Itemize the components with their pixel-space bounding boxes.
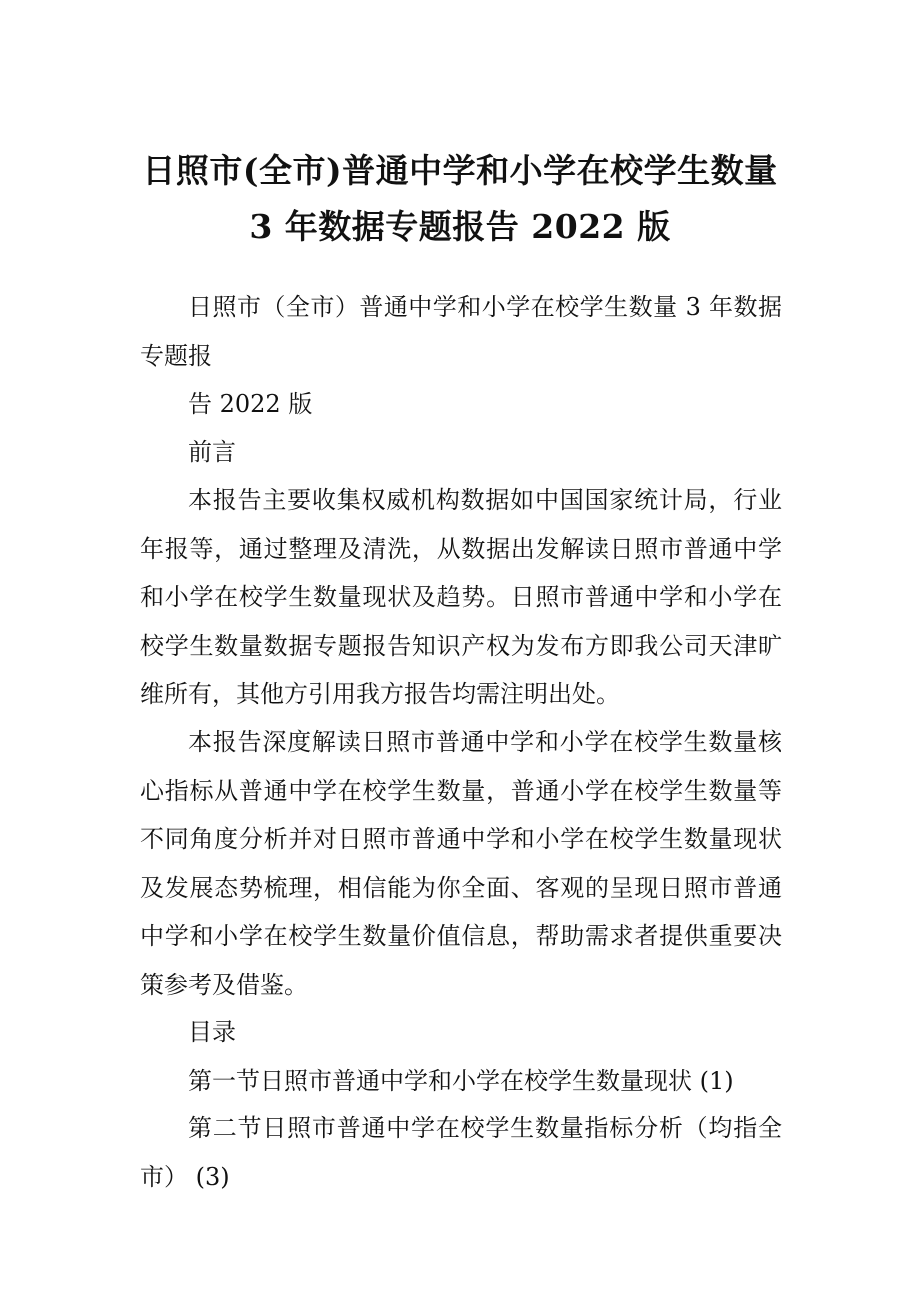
document-title-line-2: 3 年数据专题报告 2022 版 xyxy=(249,207,671,246)
preface-heading: 前言 xyxy=(188,438,236,466)
toc-item[interactable]: 第二节日照市普通中学在校学生数量指标分析（均指全市） (3) xyxy=(140,1114,782,1191)
intro-line-1: 日照市（全市）普通中学和小学在校学生数量 3 年数据专题报 xyxy=(140,293,782,370)
document-title-line-1: 日照市(全市)普通中学和小学在校学生数量 xyxy=(142,151,778,190)
preface-paragraph-2: 本报告深度解读日照市普通中学和小学在校学生数量核心指标从普通中学在校学生数量，普通小学在校学生数量等不同角度分析并对日照市普通中学和小学在校学生数量现状及发展态势梳理，相信能为你全面、客观的呈现日照市普通中学和小学在校学生数量价值信息，帮助需求者提供重要决策参考及借鉴。 xyxy=(140,728,782,999)
preface-paragraph-1: 本报告主要收集权威机构数据如中国国家统计局，行业年报等，通过整理及清洗，从数据出发解读日照市普通中学和小学在校学生数量现状及趋势。日照市普通中学和小学在校学生数量数据专题报告知识产权为发布方即我公司天津旷维所有，其他方引用我方报告均需注明出处。 xyxy=(140,486,782,709)
intro-line-2: 告 2022 版 xyxy=(188,390,313,418)
toc-heading: 目录 xyxy=(188,1018,236,1046)
toc-item[interactable]: 第一节日照市普通中学和小学在校学生数量现状 (1) xyxy=(188,1067,734,1095)
